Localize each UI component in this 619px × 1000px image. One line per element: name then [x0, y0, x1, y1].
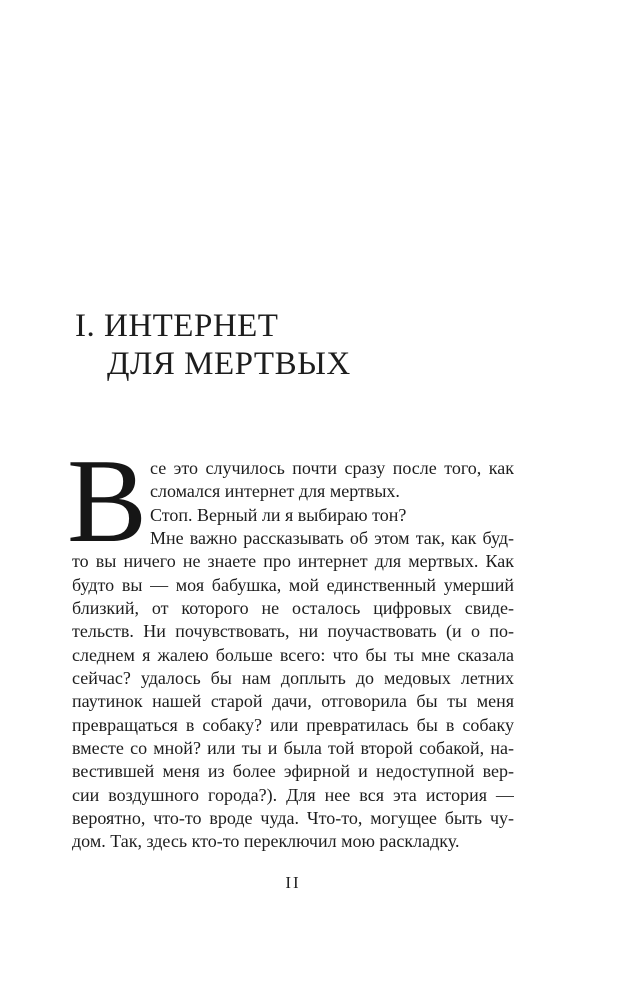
chapter-heading — [75, 307, 351, 383]
body-line: вестившей меня из более эфирной и недоступной вер- — [72, 761, 514, 782]
body-line: будто вы — моя бабушка, мой единственный умерший — [72, 574, 514, 595]
body-line: сейчас? удалось бы нам доплыть до медовых летних — [72, 667, 514, 688]
body-line: вместе со мной? или ты и была той второй собакой, на- — [72, 737, 514, 758]
page-number: II — [285, 873, 301, 892]
body-line: се это случилось почти сразу после того, как — [150, 458, 514, 478]
body-line: вероятно, что-то вроде чуда. Что-то, могущее быть чу- — [72, 807, 514, 828]
body-line: сии воздушного города?). Для нее вся эта история — — [72, 784, 514, 805]
body-line: тельств. Ни почувствовать, ни поучаствовать (и о по- — [72, 621, 514, 642]
chapter-heading-line2: ДЛЯ МЕРТВЫХ — [107, 346, 351, 382]
drop-cap: В — [67, 434, 148, 567]
body-line: сломался интернет для мертвых. — [150, 481, 400, 502]
body-line: близкий, от которого не осталось цифровых свиде- — [72, 597, 514, 618]
body-line: то вы ничего не знаете про интернет для мертвых. Как — [72, 551, 514, 572]
body-line: превращаться в собаку? или превратилась бы в собаку — [72, 714, 514, 735]
body-line: следнем я жалею больше всего: что бы ты мне сказала — [72, 644, 514, 665]
body-line: дом. Так, здесь кто-то переключил мою раскладку. — [72, 831, 460, 852]
chapter-heading-line1: I. ИНТЕРНЕТ — [75, 308, 279, 344]
body-line: Стоп. Верный ли я выбираю тон? — [150, 504, 407, 525]
body-line: паутинок нашей старой дачи, отговорила бы ты меня — [72, 691, 514, 712]
body-text — [67, 434, 514, 854]
body-line: Мне важно рассказывать об этом так, как буд- — [150, 527, 514, 548]
